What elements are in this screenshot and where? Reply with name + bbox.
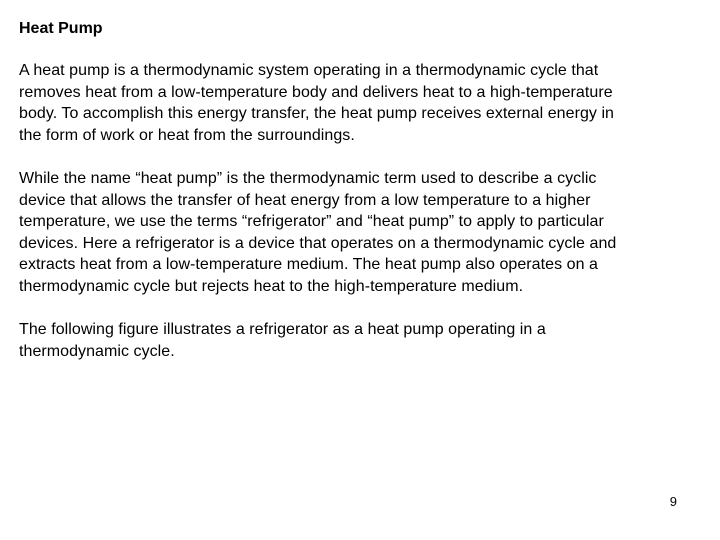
page-number: 9: [669, 494, 677, 509]
paragraph-terminology: [19, 168, 704, 297]
text-line: body. To accomplish this energy transfer, the heat pump receives external energy in: [19, 105, 614, 122]
text-line: The following figure illustrates a refrigerator as a heat pump operating in a: [19, 321, 546, 338]
text-line: A heat pump is a thermodynamic system operating in a thermodynamic cycle that: [19, 62, 599, 79]
text-line: device that allows the transfer of heat energy from a low temperature to a higher: [19, 191, 591, 209]
paragraph-definition: [19, 60, 704, 146]
text-line: devices. Here a refrigerator is a device that operates on a thermodynamic cycle and: [19, 234, 617, 252]
document-title: Heat Pump: [19, 20, 103, 37]
text-line: temperature, we use the terms “refrigerator” and “heat pump” to apply to particular: [19, 213, 604, 230]
text-line: thermodynamic cycle.: [19, 342, 175, 360]
text-line: While the name “heat pump” is the thermodynamic term used to describe a cyclic: [19, 170, 597, 187]
text-line: removes heat from a low-temperature body and delivers heat to a high-temperature: [19, 83, 613, 101]
text-line: the form of work or heat from the surroundings.: [19, 126, 355, 144]
paragraph-figure-intro: [19, 319, 704, 362]
text-line: extracts heat from a low-temperature medium. The heat pump also operates on a: [19, 256, 598, 273]
text-line: thermodynamic cycle but rejects heat to the high-temperature medium.: [19, 277, 524, 295]
